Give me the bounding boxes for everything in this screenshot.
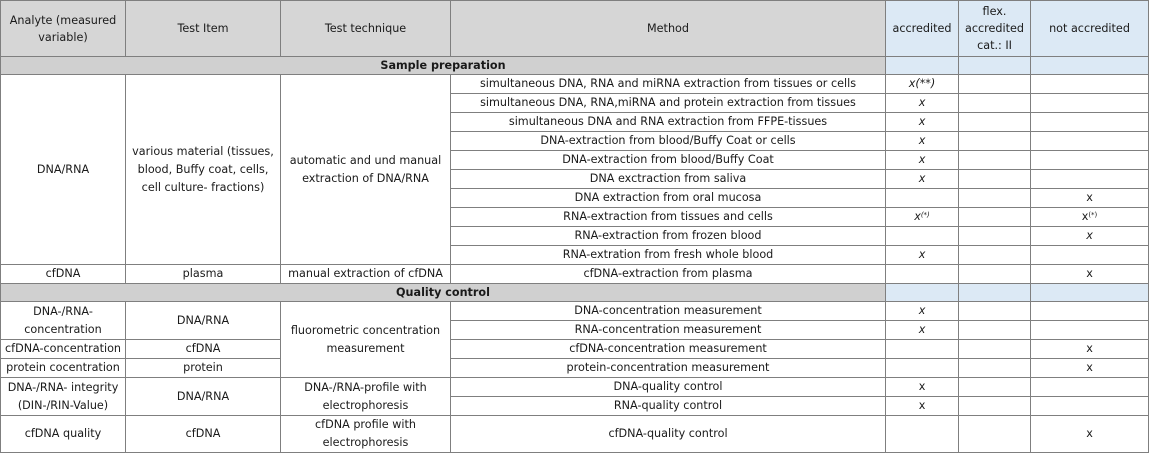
test-item-cell: DNA/RNA [126, 378, 281, 416]
analyte-cell: DNA-/RNA- integrity (DIN-/RIN-Value) [1, 378, 126, 416]
not-accredited-mark [1031, 302, 1149, 321]
not-accredited-mark [1031, 151, 1149, 170]
section-row-sample-preparation [1, 57, 1149, 75]
not-accredited-mark [1031, 378, 1149, 397]
method-cell: DNA exctraction from saliva [451, 170, 886, 189]
header-not-accredited: not accredited [1031, 1, 1149, 57]
not-accredited-mark [1031, 170, 1149, 189]
section-cell-accredited [886, 57, 959, 75]
accredited-mark: x [886, 246, 959, 265]
flex-mark [959, 359, 1031, 378]
flex-mark [959, 170, 1031, 189]
method-cell: DNA-extraction from blood/Buffy Coat [451, 151, 886, 170]
not-accredited-mark: x [1031, 265, 1149, 284]
accredited-mark: x [886, 132, 959, 151]
table-row [1, 359, 1149, 378]
accredited-mark: x [886, 302, 959, 321]
method-cell: RNA-extration from fresh whole blood [451, 246, 886, 265]
test-item-cell: protein [126, 359, 281, 378]
accredited-mark [886, 227, 959, 246]
header-row [1, 1, 1149, 57]
table-row [1, 265, 1149, 284]
header-test-item: Test Item [126, 1, 281, 57]
accredited-mark: x [886, 113, 959, 132]
accredited-mark: x [914, 210, 921, 223]
method-cell: simultaneous DNA, RNA and miRNA extraction from tissues or cells [451, 75, 886, 94]
footnote-mark: (*) [920, 211, 930, 219]
not-accredited-mark [1031, 132, 1149, 151]
table-row [1, 302, 1149, 321]
footnote-mark: (*) [1088, 211, 1098, 219]
table-row [1, 340, 1149, 359]
not-accredited-mark: x [1031, 189, 1149, 208]
section-cell-not [1031, 284, 1149, 302]
not-accredited-mark [1031, 113, 1149, 132]
analyte-cell: cfDNA quality [1, 416, 126, 453]
section-cell-flex [959, 57, 1031, 75]
flex-mark [959, 340, 1031, 359]
not-accredited-mark [1031, 94, 1149, 113]
method-cell: DNA-concentration measurement [451, 302, 886, 321]
analyte-cell: DNA-/RNA-concentration [1, 302, 126, 340]
header-flex-accredited: flex. accredited cat.: II [959, 1, 1031, 57]
section-title: Quality control [1, 284, 886, 302]
not-accredited-mark: x [1031, 359, 1149, 378]
accredited-mark: x [886, 378, 959, 397]
analyte-cell: protein cocentration [1, 359, 126, 378]
method-cell: cfDNA-concentration measurement [451, 340, 886, 359]
test-item-cell: cfDNA [126, 416, 281, 453]
not-accredited-mark: x [1081, 210, 1089, 223]
flex-mark [959, 132, 1031, 151]
section-title: Sample preparation [1, 57, 886, 75]
test-item-cell: various material (tissues, blood, Buffy coat, cells, cell culture- fractions) [126, 75, 281, 265]
table-row [1, 378, 1149, 397]
not-accredited-mark: x [1031, 227, 1149, 246]
test-item-cell: cfDNA [126, 340, 281, 359]
technique-cell: fluorometric concentration measurement [281, 302, 451, 378]
header-method: Method [451, 1, 886, 57]
method-cell: protein-concentration measurement [451, 359, 886, 378]
flex-mark [959, 208, 1031, 227]
flex-mark [959, 94, 1031, 113]
not-accredited-mark [1031, 397, 1149, 416]
flex-mark [959, 227, 1031, 246]
accredited-mark [886, 189, 959, 208]
section-cell-not [1031, 57, 1149, 75]
not-accredited-mark-cell [1031, 208, 1149, 227]
flex-mark [959, 113, 1031, 132]
flex-mark [959, 246, 1031, 265]
test-item-cell: DNA/RNA [126, 302, 281, 340]
flex-mark [959, 378, 1031, 397]
table-row [1, 75, 1149, 94]
technique-cell: manual extraction of cfDNA [281, 265, 451, 284]
method-cell: simultaneous DNA, RNA,miRNA and protein extraction from tissues [451, 94, 886, 113]
section-row-quality-control [1, 284, 1149, 302]
technique-cell: automatic and und manual extraction of DNA/RNA [281, 75, 451, 265]
technique-cell: DNA-/RNA-profile with electrophoresis [281, 378, 451, 416]
accredited-mark: x [886, 94, 959, 113]
analyte-cell: cfDNA [1, 265, 126, 284]
accredited-mark: x [886, 151, 959, 170]
accredited-mark: x [886, 321, 959, 340]
header-accredited: accredited [886, 1, 959, 57]
accredited-mark-cell [886, 208, 959, 227]
accredited-mark: x [886, 397, 959, 416]
flex-mark [959, 151, 1031, 170]
method-cell: simultaneous DNA and RNA extraction from FFPE-tissues [451, 113, 886, 132]
accredited-mark [886, 265, 959, 284]
method-cell: RNA-extraction from frozen blood [451, 227, 886, 246]
section-cell-flex [959, 284, 1031, 302]
header-test-technique: Test technique [281, 1, 451, 57]
accredited-mark [886, 359, 959, 378]
method-cell: RNA-extraction from tissues and cells [451, 208, 886, 227]
technique-cell: cfDNA profile with electrophoresis [281, 416, 451, 453]
method-cell: cfDNA-extraction from plasma [451, 265, 886, 284]
flex-mark [959, 321, 1031, 340]
accredited-mark [886, 416, 959, 453]
method-cell: cfDNA-quality control [451, 416, 886, 453]
not-accredited-mark: x [1031, 340, 1149, 359]
not-accredited-mark [1031, 75, 1149, 94]
flex-mark [959, 302, 1031, 321]
accredited-mark: x(**) [886, 75, 959, 94]
analyte-cell: cfDNA-concentration [1, 340, 126, 359]
test-item-cell: plasma [126, 265, 281, 284]
method-cell: DNA extraction from oral mucosa [451, 189, 886, 208]
section-cell-accredited [886, 284, 959, 302]
flex-mark [959, 75, 1031, 94]
flex-mark [959, 397, 1031, 416]
analyte-cell: DNA/RNA [1, 75, 126, 265]
header-analyte: Analyte (measured variable) [1, 1, 126, 57]
flex-mark [959, 416, 1031, 453]
table-row [1, 416, 1149, 453]
flex-mark [959, 265, 1031, 284]
accredited-mark [886, 340, 959, 359]
method-cell: DNA-quality control [451, 378, 886, 397]
not-accredited-mark [1031, 246, 1149, 265]
method-cell: DNA-extraction from blood/Buffy Coat or cells [451, 132, 886, 151]
flex-mark [959, 189, 1031, 208]
not-accredited-mark: x [1031, 416, 1149, 453]
accredited-mark: x [886, 170, 959, 189]
method-cell: RNA-quality control [451, 397, 886, 416]
not-accredited-mark [1031, 321, 1149, 340]
method-cell: RNA-concentration measurement [451, 321, 886, 340]
